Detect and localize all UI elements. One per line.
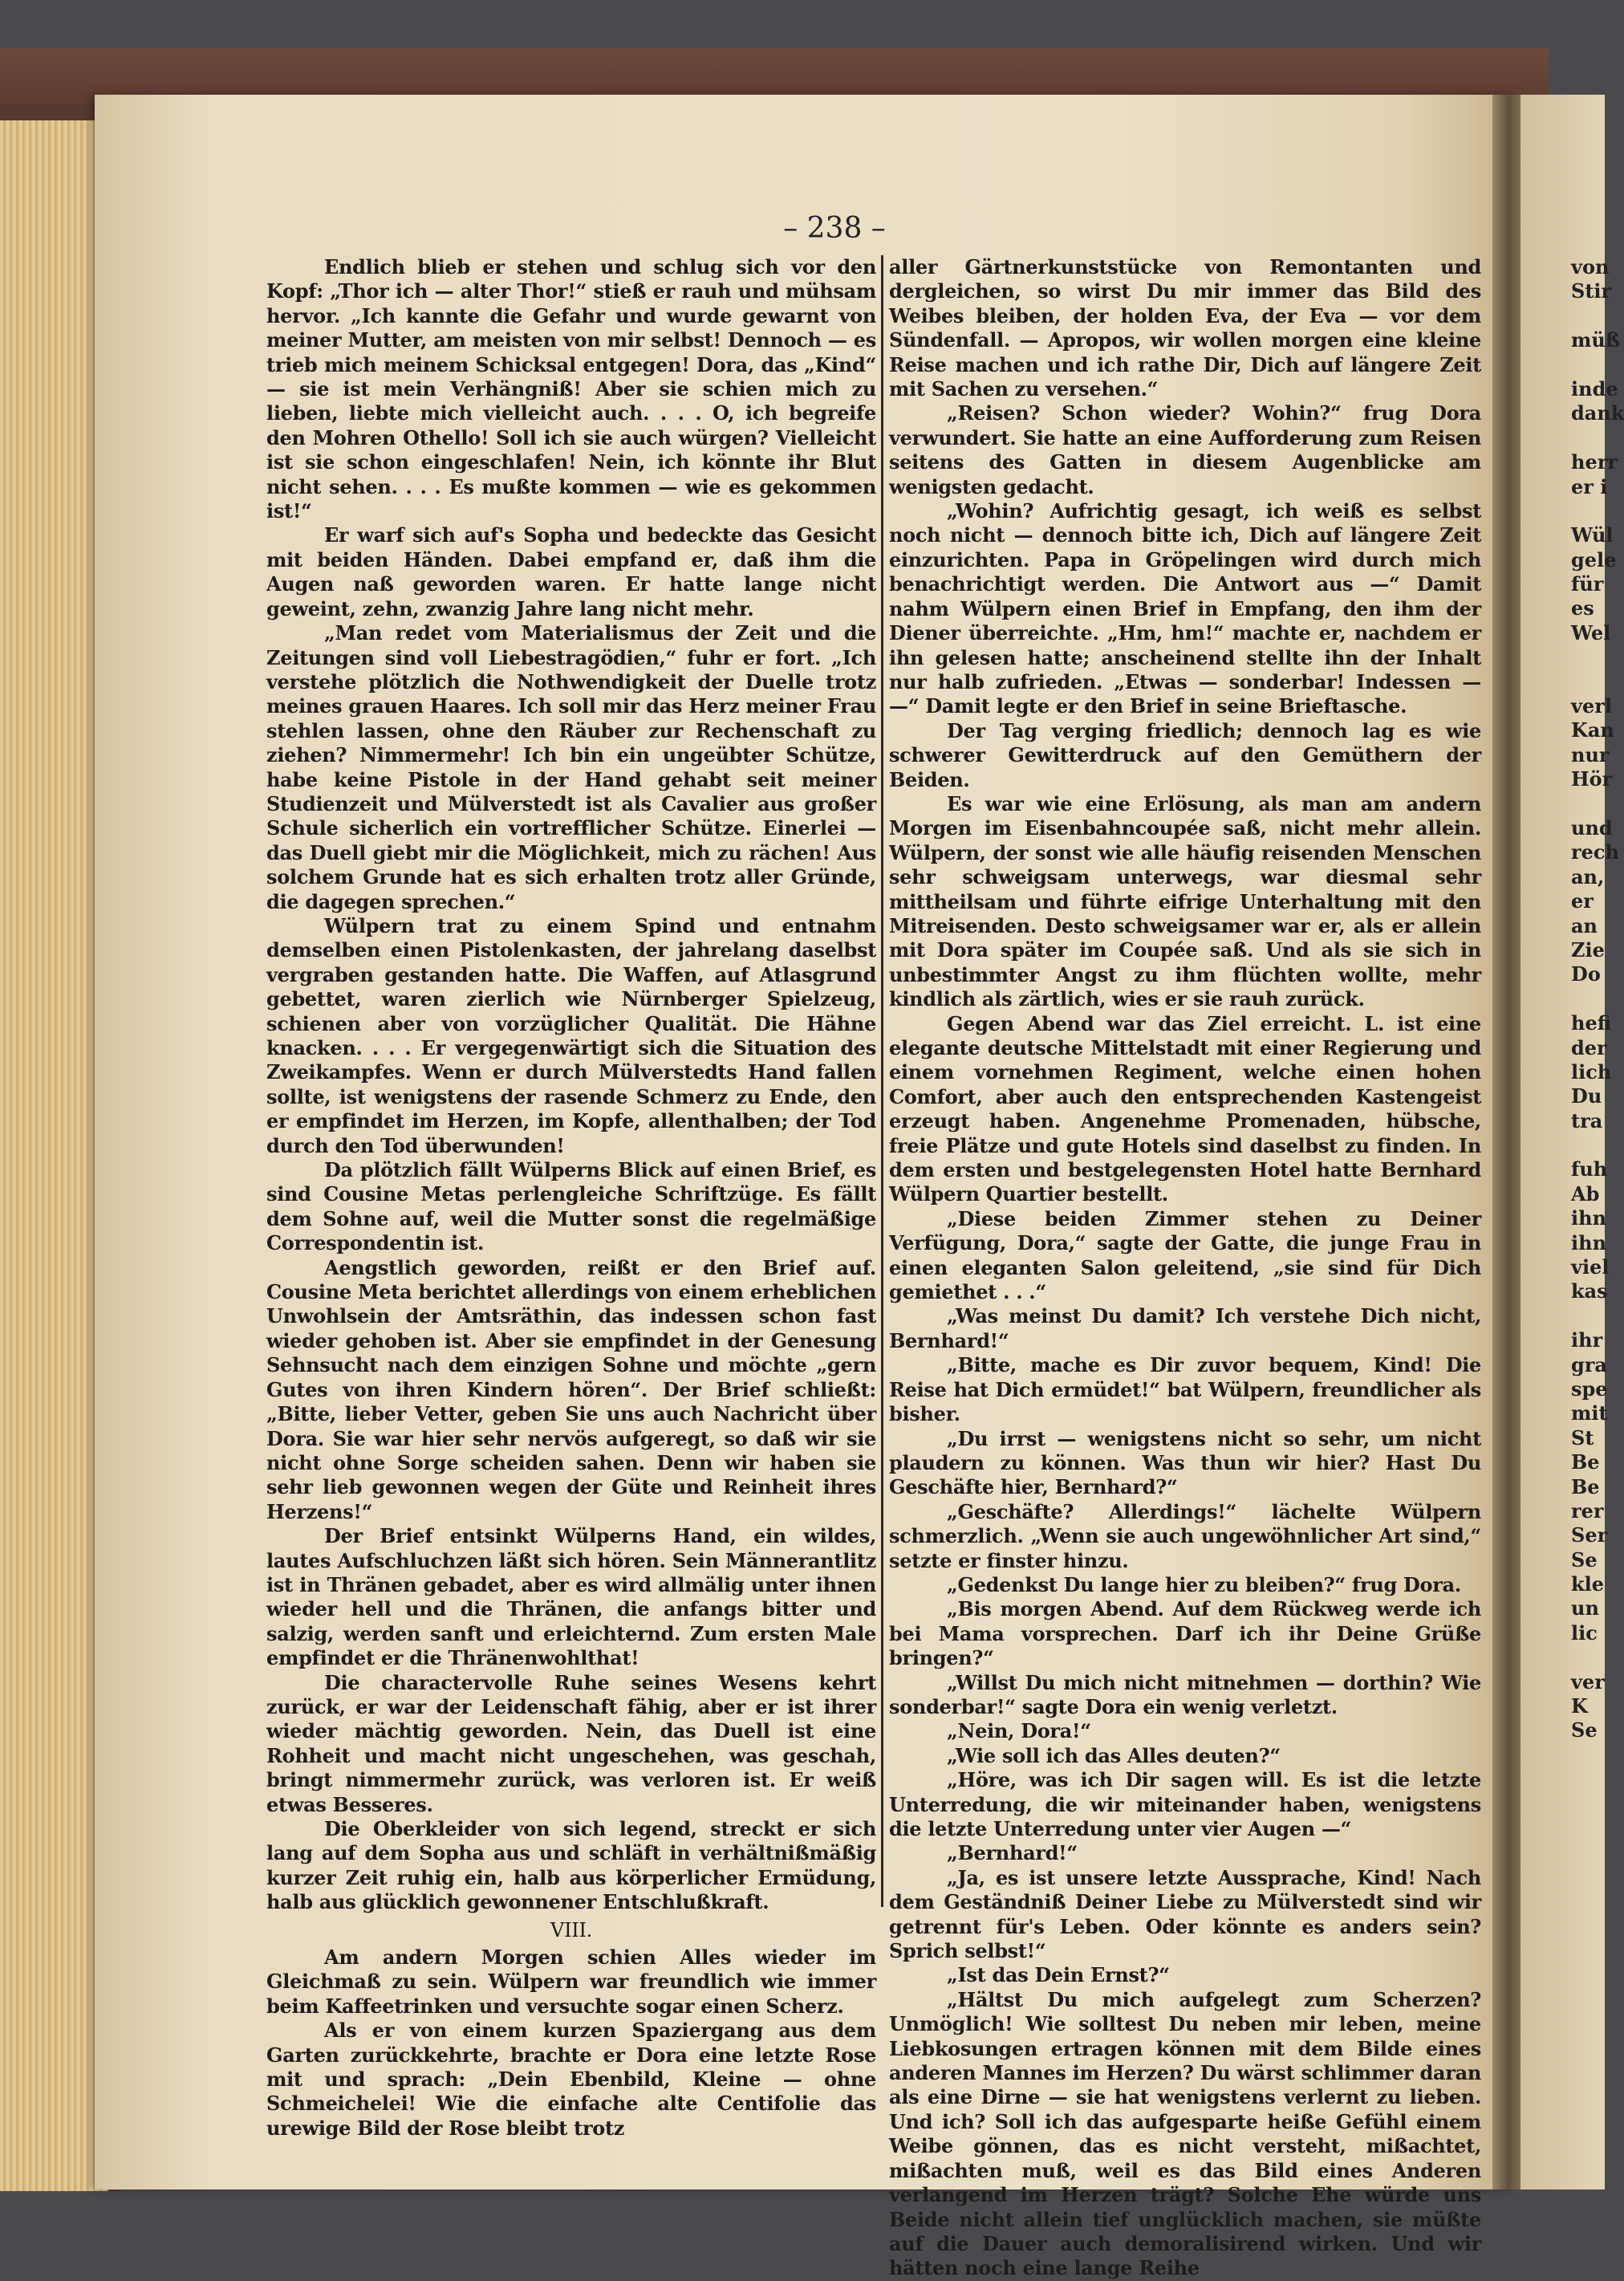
facing-page-fragment: un — [1571, 1596, 1599, 1620]
facing-page-fragment — [1571, 499, 1605, 523]
right-text-column — [889, 255, 1481, 2281]
facing-page-fragment: gra — [1571, 1352, 1607, 1376]
paragraph: Als er von einem kurzen Spaziergang aus dem Garten zurückkehrte, brachte er Dora eine letzte Rose mit und sprach: „Dein Ebenbild, Kleine — ohne Schmeichelei! Wie die einfache alte Centifolie das urewige Bild der Rose bleibt trotz — [266, 2019, 876, 2140]
facing-page-fragment: Ser — [1571, 1523, 1608, 1547]
paragraph: „Diese beiden Zimmer stehen zu Deiner Verfügung, Dora,“ sagte der Gatte, die junge Frau in einen eleganten Salon geleitend, „sie sind für Dich gemiethet . . .“ — [889, 1206, 1481, 1304]
facing-page-fragment: tra — [1571, 1108, 1603, 1132]
facing-page-fragment — [1571, 792, 1605, 816]
facing-page-fragment: lich — [1571, 1059, 1612, 1084]
facing-page-fragment — [1571, 645, 1605, 669]
book-gutter — [1492, 95, 1525, 2190]
paragraph: „Gedenkst Du lange hier zu bleiben?“ frug Dora. — [947, 1572, 1461, 1596]
facing-page-fragment: herr — [1571, 450, 1618, 474]
left-text-column — [266, 255, 876, 2141]
facing-page-fragment: verl — [1571, 694, 1612, 718]
page-stack — [0, 120, 108, 2191]
paragraph: „Ist das Dein Ernst?“ — [947, 1963, 1170, 1987]
paragraph: „Du irrst — wenigstens nicht so sehr, um nicht plaudern zu können. Was thun wir hier? Hast Du Geschäfte hier, Bernhard?“ — [889, 1426, 1481, 1499]
facing-page-fragment: fuh — [1571, 1157, 1608, 1181]
paragraph: „Ja, es ist unsere letzte Aussprache, Kind! Nach dem Geständniß Deiner Liebe zu Mülverstedt sind wir getrennt für's Leben. Oder könnte es anders sein? Sprich selbst!“ — [889, 1865, 1481, 1963]
paragraph: Aengstlich geworden, reißt er den Brief auf. Cousine Meta berichtet allerdings von einem erheblichen Unwohlsein der Amtsräthin, das indessen schon fast wieder gehoben ist. Aber sie empfindet in der Genesung Sehnsucht nach dem einzigen Sohne und möchte „gern Gutes von ihren Kindern hören“. Der Brief schließt: „Bitte, lieber Vetter, geben Sie uns auch Nachricht über Dora. Sie war hier sehr nervös aufgeregt, so daß wir sie nicht ohne Sorge scheiden sahen. Denn wir haben sie sehr lieb gewonnen wegen der Güte und Reinheit ihres Herzens!“ — [266, 1255, 876, 1523]
facing-page-fragment: St — [1571, 1425, 1594, 1450]
facing-page-fragment: Wül — [1571, 523, 1614, 547]
facing-page-fragment: gele — [1571, 547, 1617, 571]
facing-page-fragment — [1571, 670, 1605, 694]
paragraph: „Bitte, mache es Dir zuvor bequem, Kind! Die Reise hat Dich ermüdet!“ bat Wülpern, freundlicher als bisher. — [889, 1353, 1481, 1426]
facing-page-fragment — [1571, 1133, 1605, 1157]
facing-page-fragment: Se — [1571, 1718, 1598, 1742]
paragraph: „Höre, was ich Dir sagen will. Es ist die letzte Unterredung, die wir miteinander haben, wenigstens die letzte Unterredung unter vier Augen —“ — [889, 1768, 1481, 1840]
paragraph: Wülpern trat zu einem Spind und entnahm demselben einen Pistolenkasten, der jahrelang daselbst vergraben gestanden hatte. Die Waffen, auf Atlasgrund gebettet, waren zierlich wie Nürnberger Spielzeug, schienen aber von vorzüglicher Qualität. Die Hähne knacken. . . . Er vergegenwärtigt sich die Situation des Zweikampfes. Wenn er durch Mülverstedts Hand fallen sollte, ist wenigstens der rasende Schmerz zu Ende, den er empfindet im Herzen, im Kopfe, allenthalben; der Tod durch den Tod überwunden! — [266, 913, 876, 1157]
paragraph: Die charactervolle Ruhe seines Wesens kehrt zurück, er war der Leidenschaft fähig, aber er ist ihrer wieder mächtig geworden. Nein, das Duell ist eine Rohheit und macht nicht ungeschehen, was geschah, bringt nimmermehr zurück, was verloren ist. Er weiß etwas Besseres. — [266, 1670, 876, 1816]
facing-page-fragment: Be — [1571, 1474, 1600, 1498]
paragraph: Die Oberkleider von sich legend, streckt er sich lang auf dem Sopha aus und schläft in verhältnißmäßig kurzer Zeit ruhig ein, halb aus körperlicher Ermüdung, halb aus glücklich gewonnener Entschlußkraft. — [266, 1817, 876, 1914]
facing-page-fragment: nur — [1571, 742, 1610, 766]
facing-page-fragment: ihr — [1571, 1328, 1603, 1352]
facing-page-fragment: mit — [1571, 1401, 1608, 1425]
facing-page-fragment: an, — [1571, 864, 1605, 888]
facing-page-fragment: an — [1571, 913, 1598, 937]
facing-page-fragment: K — [1571, 1694, 1588, 1718]
facing-page-fragment: spe — [1571, 1376, 1608, 1401]
paragraph: „Reisen? Schon wieder? Wohin?“ frug Dora verwundert. Sie hatte an eine Aufforderung zum Reisen seitens des Gatten in diesem Augenblicke am wenigsten gedacht. — [889, 401, 1481, 498]
facing-page-fragment — [1571, 426, 1605, 450]
facing-page-fragment: und — [1571, 815, 1613, 840]
facing-page-fragment: Wel — [1571, 620, 1611, 644]
paragraph: „Wohin? Aufrichtig gesagt, ich weiß es selbst noch nicht — dennoch bitte ich, Dich auf längere Zeit einzurichten. Papa in Gröpelingen wird durch mich benachrichtigt werden. Die Antwort aus —“ Damit nahm Wülpern einen Brief in Empfang, den ihm der Diener überreichte. „Hm, hm!“ machte er, nachdem er ihn gelesen hatte; anscheinend stellte ihn der Inhalt nur halb zufrieden. „Etwas — sonderbar! Indessen — —“ Damit legte er den Brief in seine Brieftasche. — [889, 499, 1481, 718]
facing-page-fragment: es — [1571, 596, 1594, 620]
paragraph: Da plötzlich fällt Wülperns Blick auf einen Brief, es sind Cousine Metas perlengleiche Schriftzüge. Es fällt dem Sohne auf, weil die Mutter sonst die regelmäßige Correspondentin ist. — [266, 1158, 876, 1255]
facing-page-fragment — [1571, 304, 1605, 328]
paragraph: aller Gärtnerkunststücke von Remontanten und dergleichen, so wirst Du mir immer das Bild des Weibes bleiben, der holden Eva, der Eva — vor dem Sündenfall. — Apropos, wir wollen morgen eine kleine Reise machen und ich rathe Dir, Dich auf längere Zeit mit Sachen zu versehen.“ — [889, 255, 1481, 401]
facing-page-fragment: kle — [1571, 1572, 1605, 1596]
facing-page-fragment — [1571, 1645, 1605, 1669]
paragraph: „Was meinst Du damit? Ich verstehe Dich nicht, Bernhard!“ — [889, 1304, 1481, 1352]
facing-page-fragment: der — [1571, 1035, 1607, 1059]
facing-page-fragment: Se — [1571, 1547, 1598, 1571]
facing-page-fragment: kas — [1571, 1279, 1608, 1303]
facing-page-fragment: ver — [1571, 1669, 1605, 1693]
paragraph: Der Tag verging friedlich; dennoch lag es wie schwerer Gewitterdruck auf den Gemüthern der Beiden. — [889, 718, 1481, 791]
paragraph: „Nein, Dora!“ — [947, 1719, 1091, 1743]
facing-page-fragment: Kan — [1571, 718, 1614, 742]
facing-page-fragment: er — [1571, 889, 1594, 913]
facing-page-fragment: Du — [1571, 1084, 1602, 1108]
paragraph: „Bis morgen Abend. Auf dem Rückweg werde ich bei Mama vorsprechen. Darf ich ihr Deine Grüße bringen?“ — [889, 1597, 1481, 1670]
paragraph: Endlich blieb er stehen und schlug sich vor den Kopf: „Thor ich — alter Thor!“ stieß er rauh und mühsam hervor. „Ich kannte die Gefahr und wurde gewarnt von meiner Mutter, am meisten von mir selbst! Dennoch — es trieb mich meinem Schicksal entgegen! Dora, das „Kind“ — sie ist mein Verhängniß! Aber sie schien mich zu lieben, liebte mich vielleicht auch. . . . O, ich begreife den Mohren Othello! Soll ich sie auch würgen? Vielleicht ist sie schon eingeschlafen! Nein, ich könnte ihr Blut nicht sehen. . . . Es mußte kommen — wie es gekommen ist!“ — [266, 255, 876, 523]
paragraph: „Willst Du mich nicht mitnehmen — dorthin? Wie sonderbar!“ sagte Dora ein wenig verletzt. — [889, 1670, 1481, 1718]
facing-page-fragment: inde — [1571, 376, 1618, 400]
facing-page-fragment: Do — [1571, 962, 1601, 986]
facing-page-fragment: hefi — [1571, 1011, 1612, 1035]
paragraph: „Man redet vom Materialismus der Zeit und die Zeitungen sind voll Liebestragödien,“ fuhr er fort. „Ich verstehe plötzlich die Nothwendigkeit der Duelle trotz meines grauen Haares. Ich soll mir das Herz meiner Frau stehlen lassen, ohne den Räuber zur Rechenschaft zu ziehen? Nimmermehr! Ich bin ein ungeübter Schütze, habe keine Pistole in der Hand gehabt seit meiner Studienzeit und Mülverstedt ist als Cavalier aus großer Schule sicherlich ein vortrefflicher Schütze. Einerlei — das Duell giebt mir die Möglichkeit, mich zu rächen! Aus solchem Grunde hat es sich erhalten trotz aller Gründe, die dagegen sprechen.“ — [266, 621, 876, 913]
facing-page-fragment — [1571, 353, 1605, 377]
facing-page-fragment: Zie — [1571, 937, 1605, 962]
facing-page-fragment: er i — [1571, 474, 1608, 498]
facing-page-fragment: ihn — [1571, 1230, 1607, 1254]
facing-page-fragment: rer — [1571, 1498, 1604, 1523]
paragraph: „Bernhard!“ — [947, 1841, 1078, 1865]
paragraph: „Hältst Du mich aufgelegt zum Scherzen? Unmöglich! Wie solltest Du neben mir leben, meine Liebkosungen ertragen können mit dem Bilde eines anderen Mannes im Herzen? Du wärst schlimmer daran als eine Dirne — sie hat wenigstens verlernt zu lieben. Und ich? Soll ich das aufgesparte heiße Gefühl einem Weibe gönnen, das es nicht versteht, mißachtet, mißachten muß, weil es das Bild eines Anderen verlangend im Herzen trägt? Solche Ehe würde uns Beide nicht allein tief unglücklich machen, sie müßte auf die Dauer auch demoralisirend wirken. Und wir hätten noch eine lange Reihe — [889, 1987, 1481, 2280]
facing-page-fragment: Be — [1571, 1450, 1600, 1474]
paragraph: Er warf sich auf's Sopha und bedeckte das Gesicht mit beiden Händen. Dabei empfand er, daß ihm die Augen naß geworden waren. Er hatte lange nicht geweint, zehn, zwanzig Jahre lang nicht mehr. — [266, 523, 876, 620]
facing-page-fragment: Ab — [1571, 1181, 1600, 1206]
facing-page-fragment: viel — [1571, 1255, 1610, 1279]
paragraph: Gegen Abend war das Ziel erreicht. L. ist eine elegante deutsche Mittelstadt mit einer Regierung und einem vornehmen Regiment, welche einen hohen Comfort, aber auch den entsprechenden Kastengeist erzeugt haben. Angenehme Promenaden, hübsche, freie Plätze und gute Hotels sind daselbst zu finden. In dem ersten und bestgelegensten Hotel hatte Bernhard Wülpern Quartier bestellt. — [889, 1011, 1481, 1206]
column-divider — [881, 255, 883, 1907]
facing-page-fragment: Hör — [1571, 767, 1613, 791]
facing-page-fragment: ihn — [1571, 1206, 1607, 1230]
facing-page-text-fragments — [1571, 255, 1624, 1743]
paragraph: Es war wie eine Erlösung, als man am andern Morgen im Eisenbahncoupée saß, nicht mehr allein. Wülpern, der sonst wie alle häufig reisenden Menschen sehr schweigsam unterwegs, war diesmal sehr mittheilsam und führte eifrige Unterhaltung mit den Mitreisenden. Desto schweigsamer war er, als er allein mit Dora später im Coupée saß. Und als sie sich in unbestimmter Angst zu ihm flüchten wollte, mehr kindlich als zärtlich, wies er sie rauh zurück. — [889, 791, 1481, 1011]
section-heading: VIII. — [550, 1918, 592, 1941]
paragraph: „Wie soll ich das Alles deuten?“ — [947, 1743, 1281, 1767]
paragraph: Am andern Morgen schien Alles wieder im Gleichmaß zu sein. Wülpern war freundlich wie immer beim Kaffeetrinken und versuchte sogar einen Scherz. — [266, 1946, 876, 2018]
facing-page-fragment: von — [1571, 255, 1610, 279]
facing-page-fragment: müß — [1571, 328, 1621, 352]
paragraph: „Geschäfte? Allerdings!“ lächelte Wülpern schmerzlich. „Wenn sie auch ungewöhnlicher Art sind,“ setzte er finster hinzu. — [889, 1499, 1481, 1572]
facing-page-fragment: lic — [1571, 1620, 1598, 1645]
facing-page-fragment: für — [1571, 572, 1604, 596]
facing-page-fragment: rech — [1571, 840, 1619, 864]
facing-page-fragment: dank — [1571, 401, 1624, 425]
facing-page-fragment — [1571, 1304, 1605, 1328]
facing-page-fragment: Stir — [1571, 279, 1612, 303]
facing-page-fragment — [1571, 987, 1605, 1011]
page-number: – 238 – — [783, 212, 886, 245]
paragraph: Der Brief entsinkt Wülperns Hand, ein wildes, lautes Aufschluchzen läßt sich hören. Sein Männerantlitz ist in Thränen gebadet, aber es wird allmälig unter ihnen wieder hell und die Thränen, die anfangs bitter und salzig, werden sanft und erleichternd. Zum ersten Male empfindet er die Thränenwohlthat! — [266, 1524, 876, 1670]
